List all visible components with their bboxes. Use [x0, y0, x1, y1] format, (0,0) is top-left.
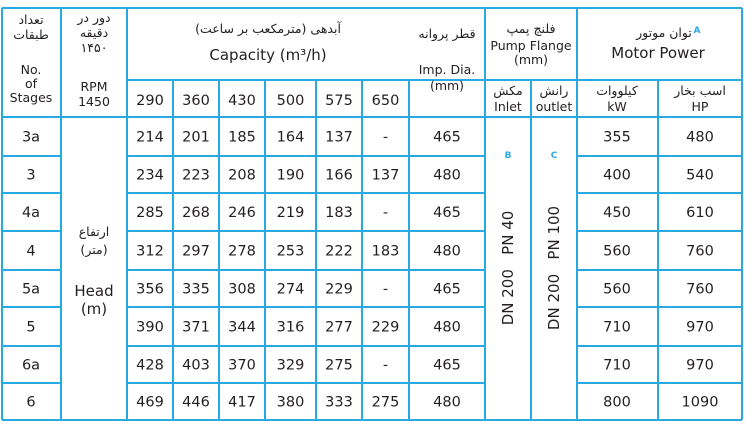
- head-cell: 201: [182, 129, 210, 146]
- head-cell: 417: [228, 394, 256, 411]
- stage-cell: 3: [26, 167, 36, 184]
- head-cell: 223: [182, 167, 210, 184]
- hp-cell: 610: [686, 205, 714, 221]
- impeller-cell: 465: [433, 129, 461, 146]
- impeller-cell: 480: [433, 243, 461, 260]
- kw-cell: 710: [603, 319, 631, 336]
- head-cell: -: [382, 129, 389, 146]
- stage-cell: 6: [26, 394, 36, 411]
- capacity-value: 360: [182, 93, 210, 109]
- marker-b: B: [504, 151, 512, 161]
- hp-cell: 480: [686, 129, 714, 146]
- table-grid: [2, 8, 742, 420]
- impeller-header-fa: قطر پروانه: [418, 26, 476, 41]
- stages-header-en: No. of Stages: [9, 62, 53, 105]
- head-cell: 329: [276, 357, 305, 374]
- kw-header-en: kW: [607, 99, 627, 114]
- inlet-header-fa: مکش: [493, 83, 523, 98]
- kw-cell: 400: [603, 167, 631, 184]
- rpm-header-en: RPM 1450: [78, 79, 110, 109]
- hp-cell: 1090: [681, 394, 719, 411]
- head-cell: 183: [371, 243, 400, 260]
- head-cell: 285: [136, 205, 164, 221]
- head-cell: 403: [182, 357, 210, 374]
- kw-cell: 560: [603, 243, 631, 260]
- head-cell: 275: [325, 357, 353, 374]
- head-cell: 275: [371, 394, 400, 411]
- outlet-header-en: outlet: [535, 99, 573, 114]
- marker-c: C: [550, 151, 558, 161]
- head-cell: 446: [182, 394, 210, 411]
- capacity-value: 290: [136, 93, 164, 109]
- head-cell: -: [382, 205, 389, 221]
- kw-cell: 450: [603, 205, 631, 221]
- head-cell: 229: [371, 319, 400, 336]
- head-cell: 219: [276, 205, 305, 221]
- head-cell: 274: [276, 281, 305, 298]
- head-cell: 253: [276, 243, 305, 260]
- impeller-cell: 480: [433, 167, 461, 184]
- head-cell: 390: [136, 319, 164, 336]
- head-cell: 469: [136, 394, 164, 411]
- head-cell: 428: [136, 357, 164, 374]
- head-cell: 208: [228, 167, 256, 184]
- head-label-fa: ارتفاع (متر): [78, 224, 110, 257]
- head-cell: 185: [228, 129, 256, 146]
- capacity-value: 575: [325, 93, 353, 109]
- stages-header-fa: تعداد طبقات: [13, 12, 49, 42]
- hp-cell: 970: [686, 357, 714, 374]
- header-layer: [10, 10, 726, 114]
- capacity-header-fa: آبدهی (مترمکعب بر ساعت): [195, 21, 341, 36]
- hp-cell: 970: [686, 319, 714, 336]
- capacity-header-en: Capacity (m³/h): [209, 46, 327, 64]
- hp-header-en: HP: [691, 99, 709, 114]
- inlet-header-en: Inlet: [494, 99, 522, 114]
- motor-header-en: Motor Power: [611, 44, 705, 62]
- capacity-value: 650: [371, 93, 400, 109]
- outlet-header-fa: رانش: [539, 83, 569, 98]
- kw-cell: 800: [603, 394, 631, 411]
- head-cell: -: [382, 281, 389, 298]
- flange-header-en: Pump Flange (mm): [490, 38, 572, 67]
- head-cell: 222: [325, 243, 353, 260]
- head-cell: -: [382, 357, 389, 374]
- head-cell: 268: [182, 205, 210, 221]
- head-cell: 246: [228, 205, 256, 221]
- kw-cell: 560: [603, 281, 631, 298]
- capacity-value: 430: [228, 93, 256, 109]
- head-cell: 183: [325, 205, 353, 221]
- head-cell: 164: [276, 129, 305, 146]
- head-cell: 371: [182, 319, 210, 336]
- head-cell: 312: [136, 243, 164, 260]
- kw-header-fa: کیلووات: [596, 83, 638, 98]
- head-cell: 333: [325, 394, 353, 411]
- hp-cell: 760: [686, 281, 714, 298]
- stage-cell: 6a: [21, 357, 41, 374]
- stage-cell: 5a: [21, 281, 41, 298]
- head-cell: 344: [228, 319, 256, 336]
- hp-cell: 540: [686, 167, 714, 184]
- head-label-en: Head (m): [74, 282, 114, 318]
- head-cell: 190: [276, 167, 305, 184]
- marker-a: A: [693, 26, 701, 36]
- head-cell: 335: [182, 281, 210, 298]
- head-cell: 370: [228, 357, 256, 374]
- stage-cell: 4a: [21, 205, 41, 221]
- motor-header-fa: توان موتور: [636, 25, 692, 40]
- flange-header-fa: فلنچ پمپ: [506, 21, 556, 36]
- impeller-cell: 465: [433, 205, 461, 221]
- stage-cell: 4: [26, 243, 36, 260]
- head-cell: 166: [325, 167, 353, 184]
- inlet-flange-text: DN 200 PN 40: [499, 210, 517, 326]
- head-cell: 137: [325, 129, 353, 146]
- rpm-header-fa: دور در دقیقه ۱۴۵۰: [77, 10, 111, 55]
- kw-cell: 355: [603, 129, 631, 146]
- impeller-cell: 480: [433, 394, 461, 411]
- head-cell: 308: [228, 281, 256, 298]
- stage-cell: 5: [26, 319, 36, 336]
- hp-cell: 760: [686, 243, 714, 260]
- head-cell: 380: [276, 394, 305, 411]
- impeller-header-en: Imp. Dia. (mm): [418, 62, 476, 93]
- head-cell: 316: [276, 319, 305, 336]
- kw-cell: 710: [603, 357, 631, 374]
- impeller-cell: 465: [433, 281, 461, 298]
- head-cell: 229: [325, 281, 353, 298]
- head-cell: 356: [136, 281, 164, 298]
- head-cell: 214: [136, 129, 164, 146]
- stage-cell: 3a: [21, 129, 41, 146]
- outlet-flange-text: DN 200 PN 100: [545, 205, 563, 331]
- hp-header-fa: اسب بخار: [674, 83, 726, 98]
- head-cell: 137: [371, 167, 400, 184]
- capacity-value: 500: [276, 93, 305, 109]
- head-cell: 278: [228, 243, 256, 260]
- impeller-cell: 480: [433, 319, 461, 336]
- head-cell: 277: [325, 319, 353, 336]
- impeller-cell: 465: [433, 357, 461, 374]
- head-cell: 234: [136, 167, 164, 184]
- head-cell: 297: [182, 243, 210, 260]
